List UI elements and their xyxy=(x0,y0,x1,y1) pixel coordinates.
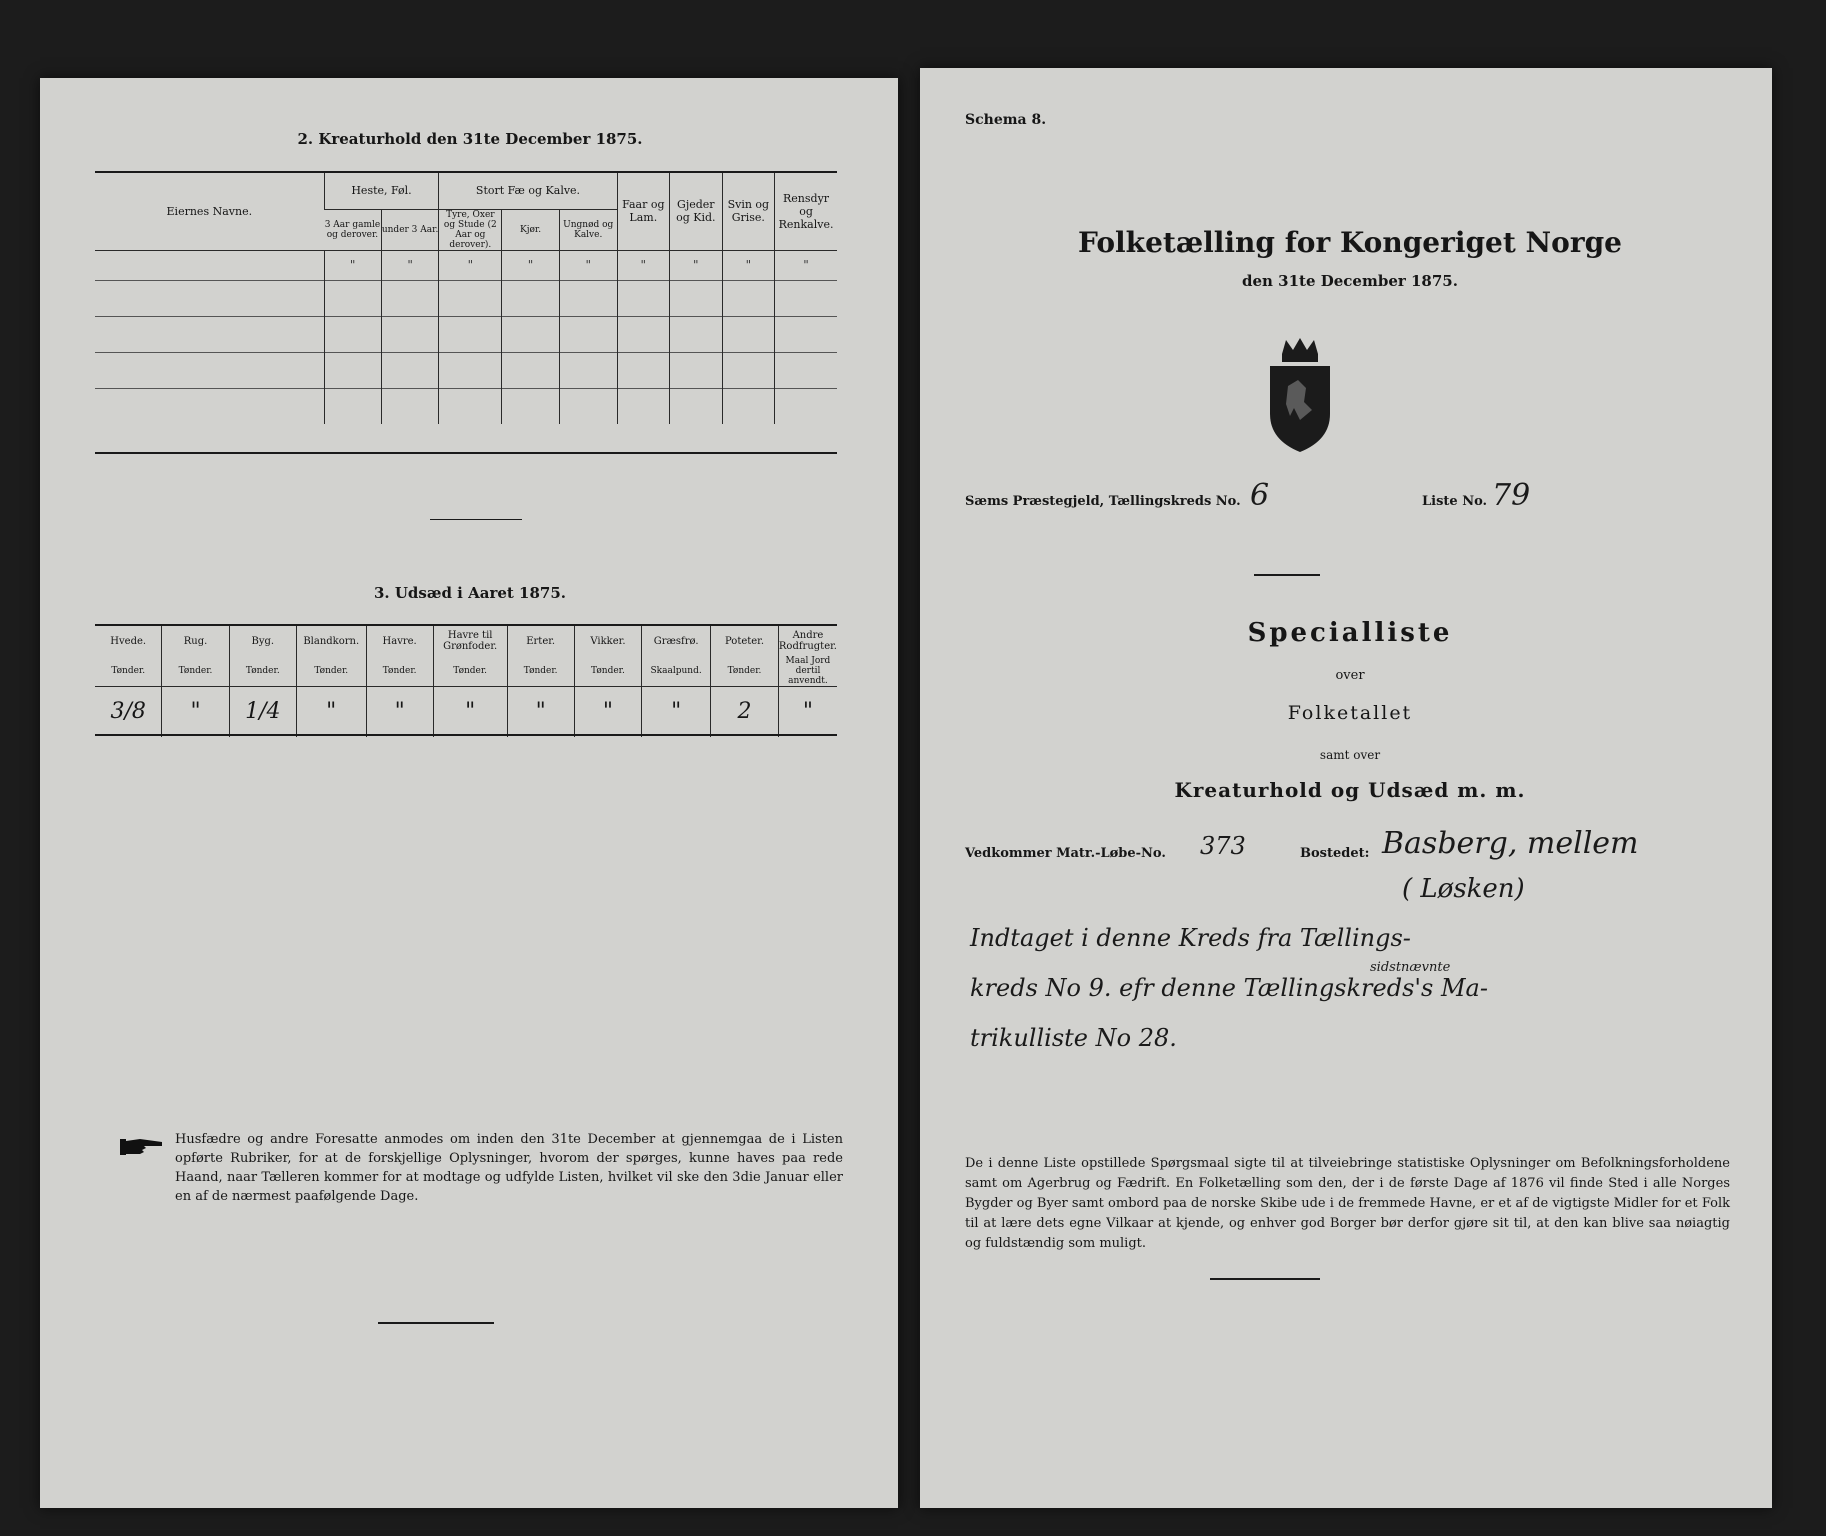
table-row xyxy=(95,250,837,280)
sowing-crop-header: Græsfrø. xyxy=(642,626,711,656)
col-pigs-header: Svin og Grise. xyxy=(722,173,775,250)
livestock-table xyxy=(95,173,837,424)
mark: " xyxy=(324,250,381,280)
census-date: den 31te December 1875. xyxy=(1242,272,1458,290)
norway-coat-of-arms-icon xyxy=(1260,336,1340,456)
sowing-crop-header: Blandkorn. xyxy=(296,626,366,656)
specialliste-heading: Specialliste xyxy=(1247,618,1453,648)
parish-label: Sæms Præstegjeld, Tællingskreds No. xyxy=(965,494,1241,509)
sowing-unit-header: Tønder. xyxy=(162,656,229,687)
table-bottom-rule xyxy=(95,452,837,454)
sowing-value: " xyxy=(366,687,433,737)
divider xyxy=(1210,1278,1320,1280)
sowing-value: " xyxy=(296,687,366,737)
mark: " xyxy=(722,250,775,280)
census-title: Folketælling for Kongeriget Norge xyxy=(1078,226,1622,259)
section3-title: 3. Udsæd i Aaret 1875. xyxy=(373,584,567,602)
table-row xyxy=(95,316,837,352)
matr-number: 373 xyxy=(1200,832,1246,860)
matr-label: Vedkommer Matr.-Løbe-No. xyxy=(965,846,1166,861)
sowing-table xyxy=(95,626,837,737)
folketallet-heading: Folketallet xyxy=(1287,702,1413,724)
group-horses-header: Heste, Føl. xyxy=(324,173,439,209)
pointing-hand-icon xyxy=(120,1136,164,1158)
divider xyxy=(378,1322,494,1324)
col-sheep-header: Faar og Lam. xyxy=(617,173,670,250)
bosted-value-2: ( Løsken) xyxy=(1402,874,1525,904)
sowing-value: 1/4 xyxy=(229,687,296,737)
col-owner-header: Eiernes Navne. xyxy=(166,204,253,218)
handwritten-line-3: trikulliste No 28. xyxy=(970,1024,1177,1052)
sowing-crop-header: Hvede. xyxy=(110,635,147,647)
mark: " xyxy=(775,250,837,280)
table-row xyxy=(95,280,837,316)
sowing-crop-header: Havre til Grønfoder. xyxy=(433,626,507,656)
col-bulls-header: Tyre, Oxer og Stude (2 Aar og derover). xyxy=(439,209,502,250)
handwritten-line-1: Indtaget i denne Kreds fra Tællings- xyxy=(970,924,1411,952)
sowing-bottom-rule xyxy=(95,734,837,736)
col-goats-header: Gjeder og Kid. xyxy=(670,173,723,250)
col-horses-young-header: under 3 Aar. xyxy=(381,209,439,250)
samt-over-text: samt over xyxy=(1319,748,1381,762)
sowing-crop-header: Byg. xyxy=(229,626,296,656)
census-notice: De i denne Liste opstillede Spørgsmaal sigte til at tilveiebringe statistiske Oplysninger om Befolkningsforholdene samt om Agerbrug og Fædrift. En Folketælling som den, der i de første Dage af 1876 vil finde Sted i alle Norges Bygder og Byer samt ombord paa de norske Skibe ude i de fremmede Havne, er et af de vigtigste Midler for et Folk til at lære dets egne Vilkaar at kjende, og enhver god Borger bør derfor gjøre sit til, at den kan blive saa nøiagtig og fuldstændig som muligt. xyxy=(965,1156,1730,1251)
sowing-value: " xyxy=(433,687,507,737)
sowing-crop-header: Erter. xyxy=(507,626,574,656)
bosted-label: Bostedet: xyxy=(1300,846,1370,861)
sowing-unit-header: Tønder. xyxy=(711,656,779,687)
group-cattle-header: Stort Fæ og Kalve. xyxy=(439,173,617,209)
liste-number: 79 xyxy=(1492,478,1531,513)
sowing-crop-header: Rug. xyxy=(162,626,229,656)
right-page xyxy=(920,68,1772,1508)
divider xyxy=(1254,574,1320,576)
sowing-unit-header: Tønder. xyxy=(507,656,574,687)
household-notice: Husfædre og andre Foresatte anmodes om inden den 31te December at gjennemgaa de i Listen opførte Rubriker, for at de forskjellige Oplysninger, hvorom der spørges, kunne haves paa rede Haand, naar Tælleren kommer for at modtage og udfylde Listen, hvilket vil ske den 3die Januar eller en af de nærmest paafølgende Dage. xyxy=(175,1132,843,1204)
mark: " xyxy=(617,250,670,280)
sowing-value: " xyxy=(162,687,229,737)
over-text: over xyxy=(1335,668,1365,683)
table-row xyxy=(95,388,837,424)
sowing-unit-header: Tønder. xyxy=(433,656,507,687)
sowing-crop-header: Havre. xyxy=(366,626,433,656)
section2-title: 2. Kreaturhold den 31te December 1875. xyxy=(297,130,643,148)
sowing-crop-header: Vikker. xyxy=(574,626,641,656)
table-row xyxy=(95,352,837,388)
col-horses-old-header: 3 Aar gamle og derover. xyxy=(324,209,381,250)
mark: " xyxy=(559,250,617,280)
kreds-number: 6 xyxy=(1250,478,1270,513)
sowing-value: " xyxy=(507,687,574,737)
col-cows-header: Kjør. xyxy=(502,209,560,250)
handwritten-insert: sidstnævnte xyxy=(1370,960,1451,975)
sowing-unit-header: Skaalpund. xyxy=(642,656,711,687)
sowing-value: " xyxy=(778,687,837,737)
bosted-value: Basberg, mellem xyxy=(1382,826,1639,861)
sowing-unit-header: Maal Jord dertil anvendt. xyxy=(778,656,837,687)
liste-label: Liste No. xyxy=(1422,494,1488,509)
divider xyxy=(430,519,522,520)
sowing-unit-header: Tønder. xyxy=(111,666,146,676)
sowing-unit-header: Tønder. xyxy=(574,656,641,687)
sowing-crop-header: Poteter. xyxy=(711,626,779,656)
kreaturhold-heading: Kreaturhold og Udsæd m. m. xyxy=(1174,778,1526,802)
sowing-unit-header: Tønder. xyxy=(229,656,296,687)
mark: " xyxy=(381,250,439,280)
sowing-unit-header: Tønder. xyxy=(296,656,366,687)
sowing-value: " xyxy=(574,687,641,737)
mark: " xyxy=(670,250,723,280)
col-young-cattle-header: Ungnød og Kalve. xyxy=(559,209,617,250)
sowing-value: 3/8 xyxy=(95,687,162,737)
sowing-value: 2 xyxy=(711,687,779,737)
col-reindeer-header: Rensdyr og Renkalve. xyxy=(775,173,837,250)
mark: " xyxy=(502,250,560,280)
sowing-value: " xyxy=(642,687,711,737)
sowing-unit-header: Tønder. xyxy=(366,656,433,687)
handwritten-line-2: kreds No 9. efr denne Tællingskreds's Ma- xyxy=(970,974,1488,1002)
sowing-crop-header: Andre Rodfrugter. xyxy=(778,626,837,656)
left-page xyxy=(40,78,898,1508)
mark: " xyxy=(439,250,502,280)
schema-number: Schema 8. xyxy=(965,112,1047,128)
